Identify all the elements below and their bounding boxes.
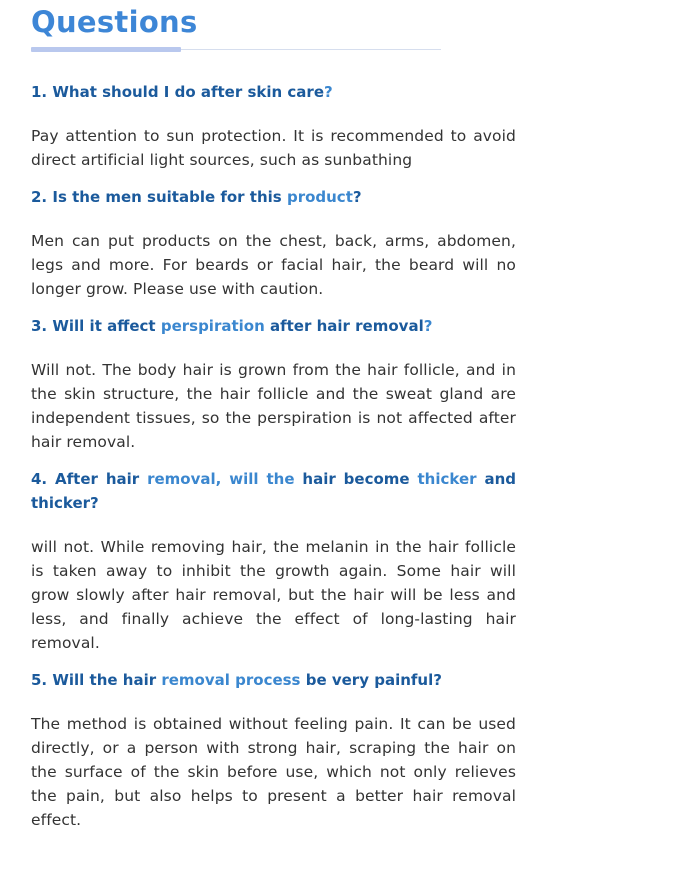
title-underline [31, 47, 441, 52]
question-segment: perspiration [160, 317, 265, 335]
question-segment: 3. Will it affect [31, 317, 161, 335]
question-segment: thicker [417, 470, 477, 488]
faq-item [31, 185, 516, 301]
question-segment: product [286, 188, 353, 206]
question-segment: ? [423, 317, 433, 335]
faq-question [31, 185, 516, 209]
faq-answer: Men can put products on the chest, back, arms, abdomen, legs and more. For beards or facial hair, the beard will no longer grow. Please use with caution. [31, 232, 516, 298]
faq-question [31, 80, 516, 104]
faq-question [31, 467, 516, 515]
question-segment: 1. What should I do after skin care [31, 83, 324, 101]
faq-list [31, 80, 516, 845]
question-segment: 4. After hair [31, 470, 148, 488]
faq-answer: will not. While removing hair, the melanin in the hair follicle is taken away to inhibit the growth again. Some hair will grow slowly after hair removal, but the hair will be less and less, and finally achieve the effect of long-lasting hair removal. [31, 538, 516, 652]
question-segment: hair become [294, 470, 418, 488]
faq-item [31, 80, 516, 172]
question-segment: 5. Will the hair [31, 671, 162, 689]
faq-item [31, 314, 516, 454]
question-segment: be very painful? [300, 671, 442, 689]
faq-item [31, 467, 516, 655]
question-segment: removal, will the [147, 470, 295, 488]
question-segment: and thicker? [31, 470, 517, 512]
faq-question [31, 668, 516, 692]
faq-answer: Pay attention to sun protection. It is recommended to avoid direct artificial light sources, such as sunbathing [31, 127, 516, 169]
question-segment: ? [352, 188, 362, 206]
faq-item [31, 668, 516, 832]
faq-question [31, 314, 516, 338]
question-segment: after hair removal [264, 317, 424, 335]
question-segment: ? [324, 83, 333, 101]
faq-answer: Will not. The body hair is grown from the hair follicle, and in the skin structure, the hair follicle and the sweat gland are independent tissues, so the perspiration is not affected after hair removal. [31, 361, 516, 451]
question-segment: 2. Is the men suitable for this [31, 188, 287, 206]
faq-answer: The method is obtained without feeling pain. It can be used directly, or a person with strong hair, scraping the hair on the surface of the skin before use, which not only relieves the pain, but also helps to present a better hair removal effect. [31, 715, 516, 829]
page-title: Questions [31, 5, 198, 39]
question-segment: removal process [161, 671, 301, 689]
underline-thick-rule [31, 47, 181, 52]
